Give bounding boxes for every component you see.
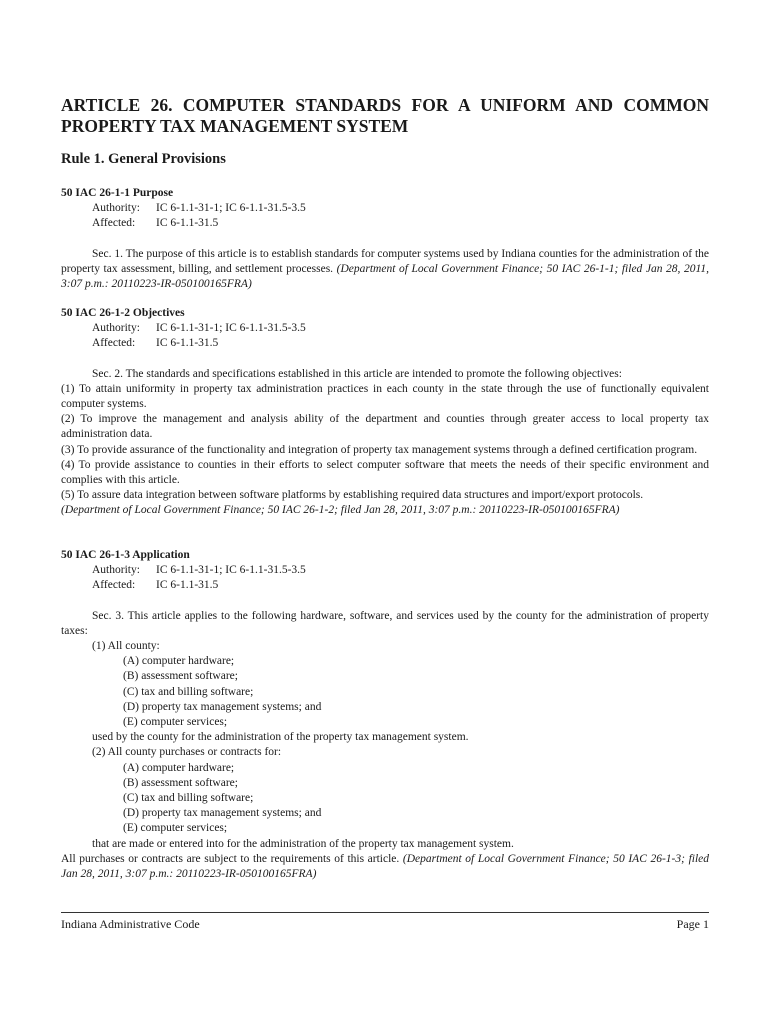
section-body: Sec. 1. The purpose of this article is to establish standards for computer systems used by Indiana counties for the administration of the property tax assessment, billing, and settlement processes. <box>61 247 709 275</box>
affected-label: Affected: <box>92 579 136 592</box>
closing-text: All purchases or contracts are subject to the requirements of this article. <box>61 852 400 865</box>
authority-label: Authority: <box>92 564 140 577</box>
section-heading: 50 IAC 26-1-2 Objectives <box>61 307 185 319</box>
section-intro: Sec. 2. The standards and specifications established in this article are intended to promote the following objectives: <box>92 367 622 380</box>
page-footer <box>61 917 709 932</box>
affected-line <box>92 216 709 231</box>
list-item: (C) tax and billing software; <box>123 792 254 805</box>
list-item: (D) property tax management systems; and <box>123 807 322 820</box>
rule-title: Rule 1. General Provisions <box>61 151 226 167</box>
objective-item: (3) To provide assurance of the functionality and integration of property tax management systems through a defined certification program. <box>61 443 698 456</box>
group-tail: that are made or entered into for the administration of the property tax management system. <box>92 837 514 850</box>
list-item: (E) computer services; <box>123 716 228 729</box>
objective-item: (2) To improve the management and analysis ability of the department and counties through greater access to local property tax administration data. <box>61 413 709 441</box>
section-heading: 50 IAC 26-1-3 Application <box>61 549 190 561</box>
section-intro: Sec. 3. This article applies to the following hardware, software, and services used by the county for the administration of property taxes: <box>61 609 709 637</box>
section-purpose <box>61 186 709 292</box>
affected-line <box>92 336 709 351</box>
group-tail: used by the county for the administration of the property tax management system. <box>92 731 469 744</box>
section-text <box>61 247 709 293</box>
section-citation: (Department of Local Government Finance; 50 IAC 26-1-3; filed Jan 28, 2011, 3:07 p.m.: 20110223-IR-050100165FRA) <box>61 852 710 881</box>
objective-item: (4) To provide assistance to counties in their efforts to select computer software that meets the needs of their specific environment and complies with this article. <box>61 458 709 487</box>
footer-divider <box>61 912 709 913</box>
objective-item: (5) To assure data integration between software platforms by establishing required data structures and import/export protocols. <box>61 489 644 502</box>
affected-value: IC 6-1.1-31.5 <box>156 217 219 230</box>
article-title: ARTICLE 26. COMPUTER STANDARDS FOR A UNIFORM AND COMMON PROPERTY TAX MANAGEMENT SYSTEM <box>61 95 709 136</box>
authority-line <box>92 201 709 216</box>
affected-line <box>92 578 709 593</box>
authority-line <box>92 563 709 578</box>
authority-value: IC 6-1.1-31-1; IC 6-1.1-31.5-3.5 <box>156 322 306 335</box>
objective-item: (1) To attain uniformity in property tax administration practices in each county in the state through the use of functionally equivalent computer systems. <box>61 382 709 411</box>
list-item: (D) property tax management systems; and <box>123 700 322 713</box>
authority-label: Authority: <box>92 322 140 335</box>
list-item: (A) computer hardware; <box>123 655 235 668</box>
footer-title: Indiana Administrative Code <box>61 917 200 931</box>
list-item: (E) computer services; <box>123 822 228 835</box>
authority-line <box>92 321 709 336</box>
authority-label: Authority: <box>92 202 140 215</box>
affected-label: Affected: <box>92 217 136 230</box>
authority-value: IC 6-1.1-31-1; IC 6-1.1-31.5-3.5 <box>156 564 306 577</box>
affected-value: IC 6-1.1-31.5 <box>156 337 219 350</box>
page-number: Page 1 <box>676 917 709 931</box>
section-objectives <box>61 306 709 519</box>
authority-value: IC 6-1.1-31-1; IC 6-1.1-31.5-3.5 <box>156 202 306 215</box>
list-item: (B) assessment software; <box>123 670 238 683</box>
list-item: (A) computer hardware; <box>123 761 235 774</box>
group-label: (2) All county purchases or contracts for: <box>92 746 282 759</box>
list-item: (C) tax and billing software; <box>123 685 254 698</box>
section-application <box>61 548 709 882</box>
section-citation: (Department of Local Government Finance; 50 IAC 26-1-2; filed Jan 28, 2011, 3:07 p.m.: 20110223-IR-050100165FRA) <box>61 504 620 517</box>
section-heading: 50 IAC 26-1-1 Purpose <box>61 187 174 199</box>
list-item: (B) assessment software; <box>123 776 238 789</box>
group-label: (1) All county: <box>92 640 160 653</box>
section-citation: (Department of Local Government Finance; 50 IAC 26-1-1; filed Jan 28, 2011, 3:07 p.m.: 20110223-IR-050100165FRA) <box>61 262 709 291</box>
affected-label: Affected: <box>92 337 136 350</box>
affected-value: IC 6-1.1-31.5 <box>156 579 219 592</box>
section-closing <box>61 852 709 882</box>
